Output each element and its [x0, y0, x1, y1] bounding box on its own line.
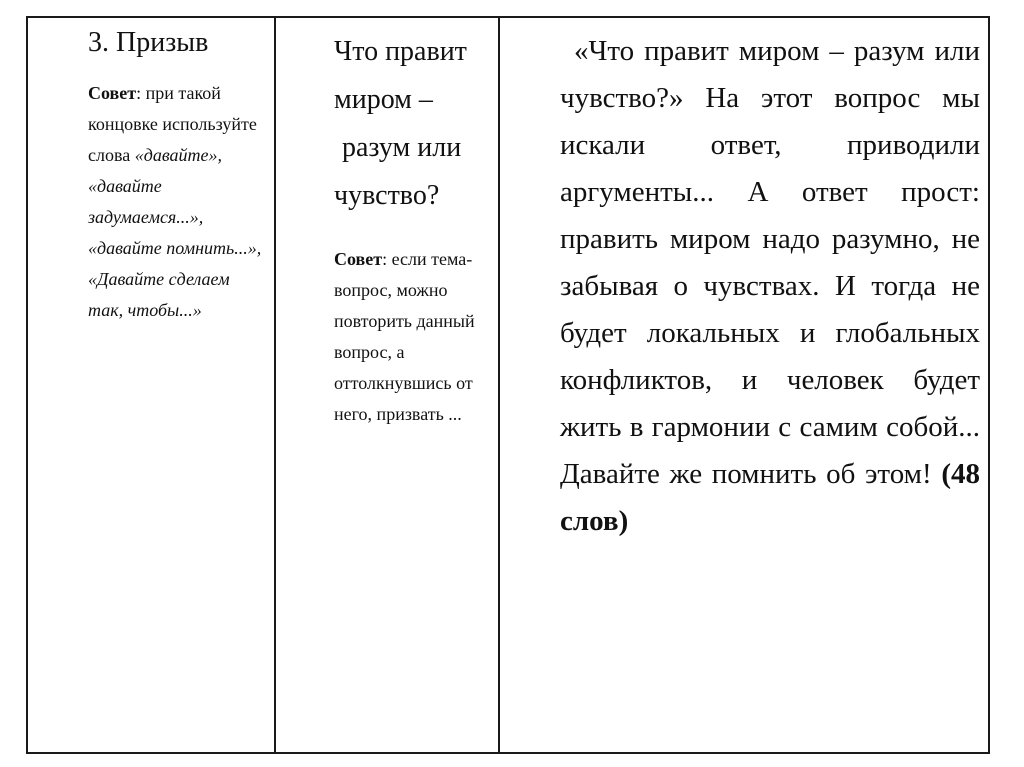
stage-advice — [88, 78, 268, 326]
answer-text: «Что правит миром – разум или чувство?» На этот вопрос мы искали ответ, приводили аргументы... А ответ прост: править миром надо разумно, не забывая о чувствах. И тогда не будет локальных и глобальных конфликтов, и человек будет жить в гармонии с самим собой... Давайте же помнить об этом! — [560, 35, 980, 490]
advice-label: Совет — [88, 83, 137, 103]
advice-text: : при такой концовке используйте слова — [88, 83, 257, 165]
column-question — [276, 18, 500, 752]
question-line-1: Что правит миром – — [334, 36, 467, 115]
column-example — [500, 18, 988, 752]
stage-heading: 3. Призыв — [88, 27, 209, 58]
example-answer — [560, 28, 980, 545]
advice-label-2: Совет — [334, 249, 383, 269]
essay-table — [26, 16, 990, 754]
question-text — [334, 28, 492, 220]
column-stage — [28, 18, 276, 752]
advice-quotes: «давайте», «давайте задумаемся...», «давайте помнить...», «Давайте сделаем так, чтобы...» — [88, 145, 262, 320]
question-advice — [334, 244, 494, 430]
advice-text-2: : если тема-вопрос, можно повторить данный вопрос, а оттолкнувшись от него, призвать ... — [334, 249, 475, 424]
question-line-2: разум или чувство? — [334, 132, 462, 211]
word-count: (48 слов) — [560, 458, 980, 537]
